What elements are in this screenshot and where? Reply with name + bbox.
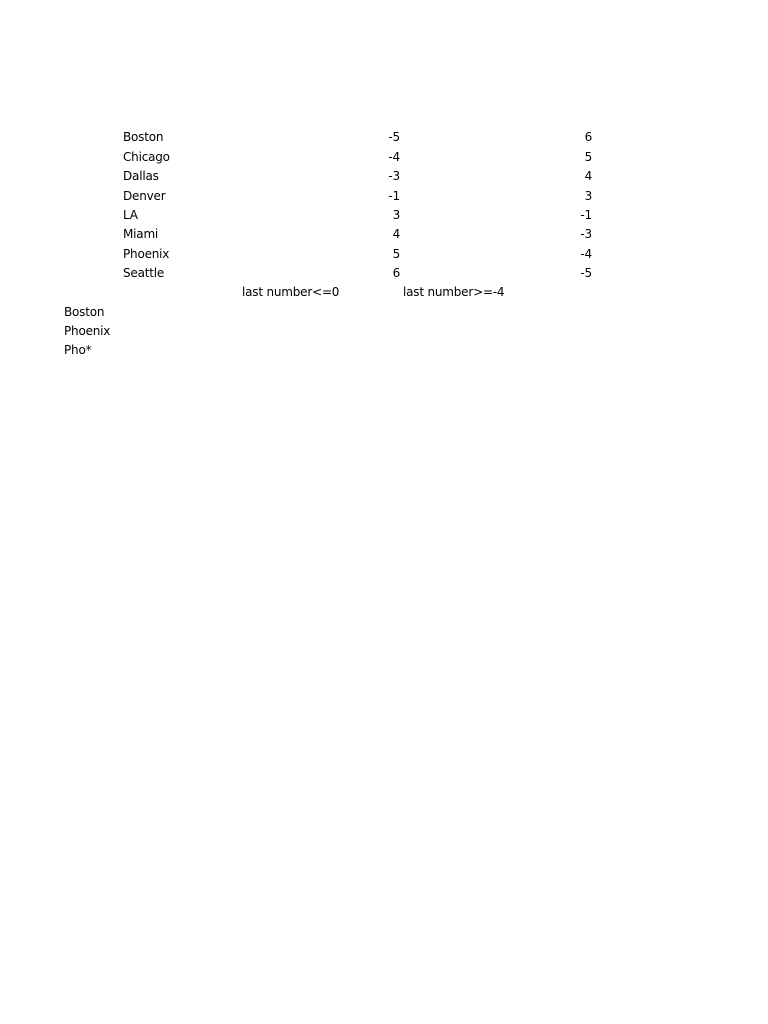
table-row (0, 166, 768, 186)
city-cell[interactable]: Dallas (123, 169, 159, 183)
city-cell[interactable]: Denver (123, 189, 166, 203)
table-row (0, 127, 768, 147)
first-value-cell[interactable]: 6 (392, 266, 400, 280)
city-cell[interactable]: Chicago (123, 150, 170, 164)
first-value-cell[interactable]: 3 (392, 208, 400, 222)
city-cell[interactable]: LA (123, 208, 138, 222)
table-row (0, 205, 768, 225)
lookup-cell[interactable]: Pho* (64, 343, 92, 357)
criteria-cell-1[interactable]: last number<=0 (242, 285, 340, 299)
table-row (0, 147, 768, 167)
criteria-row (0, 282, 768, 302)
first-value-cell[interactable]: -4 (388, 150, 400, 164)
city-cell[interactable]: Boston (123, 130, 164, 144)
table-row (0, 263, 768, 283)
last-value-cell[interactable]: 5 (584, 150, 592, 164)
city-cell[interactable]: Seattle (123, 266, 165, 280)
lookup-row (0, 340, 768, 360)
criteria-cell-2[interactable]: last number>=-4 (403, 285, 505, 299)
last-value-cell[interactable]: -3 (580, 227, 592, 241)
city-cell[interactable]: Phoenix (123, 247, 170, 261)
last-value-cell[interactable]: -4 (580, 247, 592, 261)
table-row (0, 224, 768, 244)
last-value-cell[interactable]: -5 (580, 266, 592, 280)
last-value-cell[interactable]: 3 (584, 189, 592, 203)
first-value-cell[interactable]: 4 (392, 227, 400, 241)
first-value-cell[interactable]: -1 (388, 189, 400, 203)
lookup-row (0, 302, 768, 322)
last-value-cell[interactable]: -1 (580, 208, 592, 222)
last-value-cell[interactable]: 4 (584, 169, 592, 183)
first-value-cell[interactable]: -3 (388, 169, 400, 183)
lookup-row (0, 321, 768, 341)
table-row (0, 244, 768, 264)
first-value-cell[interactable]: -5 (388, 130, 400, 144)
table-row (0, 186, 768, 206)
city-cell[interactable]: Miami (123, 227, 159, 241)
lookup-cell[interactable]: Boston (64, 305, 105, 319)
last-value-cell[interactable]: 6 (584, 130, 592, 144)
lookup-cell[interactable]: Phoenix (64, 324, 111, 338)
first-value-cell[interactable]: 5 (392, 247, 400, 261)
